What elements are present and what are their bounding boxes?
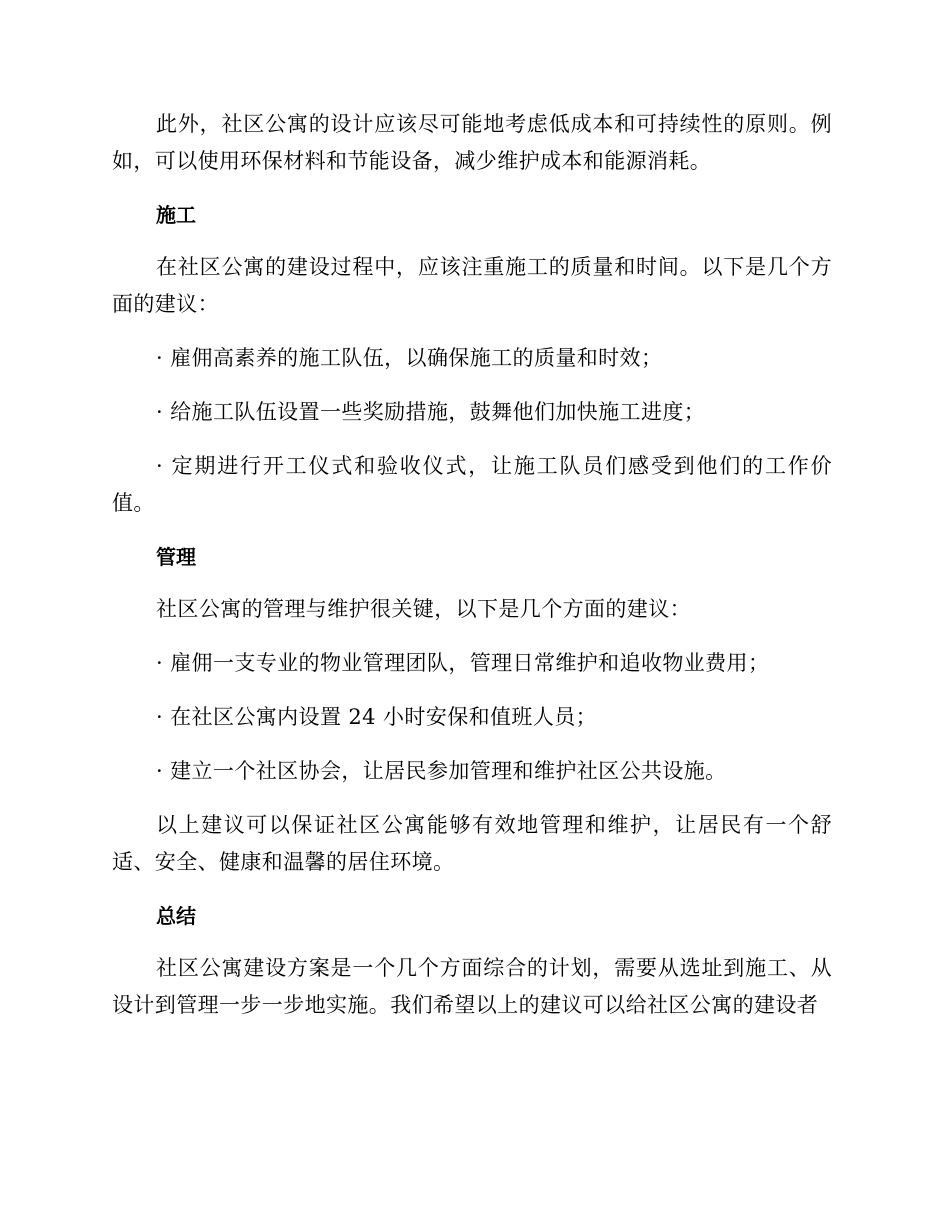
paragraph-design-principles: 此外，社区公寓的设计应该尽可能地考虑低成本和可持续性的原则。例如，可以使用环保材料和节能设备，减少维护成本和能源消耗。 <box>112 112 832 173</box>
paragraph-management-summary: 以上建议可以保证社区公寓能够有效地管理和维护，让居民有一个舒适、安全、健康和温馨的居住环境。 <box>112 813 832 874</box>
list-item-management-property: · 雇佣一支专业的物业管理团队，管理日常维护和追收物业费用； <box>156 651 770 675</box>
list-item-management-association: · 建立一个社区协会，让居民参加管理和维护社区公共设施。 <box>156 759 727 783</box>
paragraph-construction-intro: 在社区公寓的建设过程中，应该注重施工的质量和时间。以下是几个方面的建议： <box>112 255 832 316</box>
list-item-construction-team: · 雇佣高素养的施工队伍，以确保施工的质量和时效； <box>156 346 663 370</box>
heading-management: 管理 <box>156 545 196 569</box>
list-item-construction-ceremony: · 定期进行开工仪式和验收仪式，让施工队员们感受到他们的工作价值。 <box>112 454 832 515</box>
heading-summary: 总结 <box>156 904 196 928</box>
paragraph-summary: 社区公寓建设方案是一个几个方面综合的计划，需要从选址到施工、从设计到管理一步一步地实施。我们希望以上的建议可以给社区公寓的建设者 <box>112 956 832 1017</box>
list-item-management-security: · 在社区公寓内设置 24 小时安保和值班人员； <box>156 705 598 729</box>
paragraph-management-intro: 社区公寓的管理与维护很关键，以下是几个方面的建议： <box>156 597 691 621</box>
list-item-construction-incentive: · 给施工队伍设置一些奖励措施，鼓舞他们加快施工进度； <box>156 400 706 424</box>
heading-construction: 施工 <box>156 203 196 227</box>
document-page <box>112 106 832 1041</box>
